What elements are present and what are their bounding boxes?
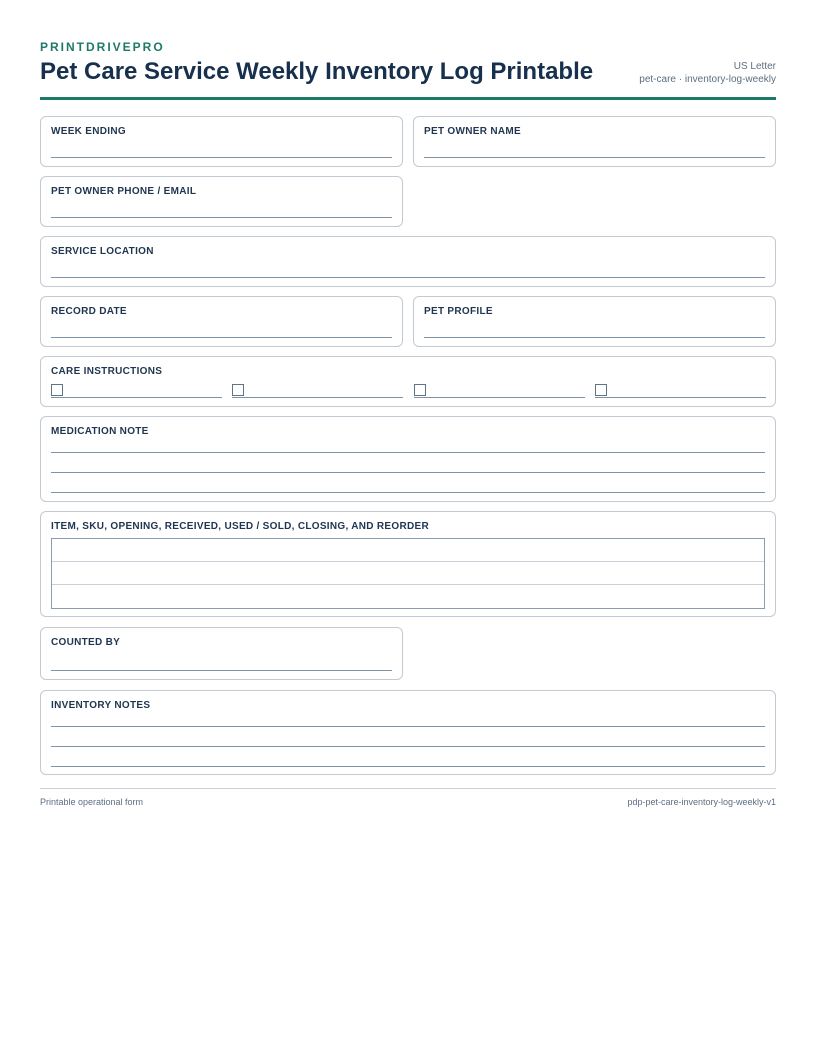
- table-row[interactable]: [52, 539, 764, 562]
- write-line[interactable]: [51, 472, 765, 473]
- write-line[interactable]: [51, 766, 765, 767]
- care-option-2: [232, 384, 403, 400]
- write-line[interactable]: [51, 157, 392, 158]
- write-line[interactable]: [595, 397, 766, 398]
- checkbox[interactable]: [232, 384, 244, 396]
- write-line[interactable]: [414, 397, 585, 398]
- checkbox[interactable]: [51, 384, 63, 396]
- page-title: Pet Care Service Weekly Inventory Log Printable: [40, 58, 594, 85]
- medication-note-label: MEDICATION NOTE: [51, 426, 149, 437]
- write-line[interactable]: [232, 397, 403, 398]
- inventory-notes-field[interactable]: [40, 690, 776, 775]
- paper-size: US Letter: [733, 61, 776, 72]
- write-line[interactable]: [51, 746, 765, 747]
- pet-profile-field[interactable]: [413, 296, 776, 347]
- pet-owner-name-label: PET OWNER NAME: [424, 126, 521, 137]
- write-line[interactable]: [424, 337, 765, 338]
- counted-by-label: COUNTED BY: [51, 637, 121, 648]
- care-option-1: [51, 384, 222, 400]
- inventory-notes-label: INVENTORY NOTES: [51, 700, 151, 711]
- inventory-table-label: ITEM, SKU, OPENING, RECEIVED, USED / SOLD, CLOSING, AND REORDER: [51, 521, 430, 532]
- write-line[interactable]: [424, 157, 765, 158]
- checkbox[interactable]: [414, 384, 426, 396]
- form-tags: pet-care · inventory-log-weekly: [639, 74, 776, 85]
- write-line[interactable]: [51, 726, 765, 727]
- page-meta: [639, 60, 776, 86]
- pet-owner-name-field[interactable]: [413, 116, 776, 167]
- write-line[interactable]: [51, 217, 392, 218]
- care-instructions-label: CARE INSTRUCTIONS: [51, 366, 163, 377]
- form-id: pdp-pet-care-inventory-log-weekly-v1: [627, 797, 776, 807]
- brand-name: PRINTDRIVEPRO: [40, 40, 165, 54]
- medication-note-field[interactable]: [40, 416, 776, 502]
- write-line[interactable]: [51, 337, 392, 338]
- pet-owner-contact-label: PET OWNER PHONE / EMAIL: [51, 186, 197, 197]
- record-date-field[interactable]: [40, 296, 403, 347]
- write-line[interactable]: [51, 670, 392, 671]
- write-line[interactable]: [51, 452, 765, 453]
- care-option-3: [414, 384, 585, 400]
- counted-by-field[interactable]: [40, 627, 403, 680]
- week-ending-field[interactable]: [40, 116, 403, 167]
- footer-description: Printable operational form: [40, 797, 144, 807]
- inventory-table-section: [40, 511, 776, 617]
- write-line[interactable]: [51, 397, 222, 398]
- pet-owner-contact-field[interactable]: [40, 176, 403, 227]
- service-location-field[interactable]: [40, 236, 776, 287]
- pet-profile-label: PET PROFILE: [424, 306, 493, 317]
- header-rule: [40, 97, 776, 100]
- table-row[interactable]: [52, 562, 764, 585]
- care-instructions-field: [40, 356, 776, 407]
- week-ending-label: WEEK ENDING: [51, 126, 126, 137]
- table-row[interactable]: [52, 585, 764, 608]
- inventory-table: [51, 538, 765, 609]
- write-line[interactable]: [51, 277, 765, 278]
- service-location-label: SERVICE LOCATION: [51, 246, 154, 257]
- record-date-label: RECORD DATE: [51, 306, 127, 317]
- checkbox[interactable]: [595, 384, 607, 396]
- footer-rule: [40, 788, 776, 789]
- write-line[interactable]: [51, 492, 765, 493]
- care-option-4: [595, 384, 766, 400]
